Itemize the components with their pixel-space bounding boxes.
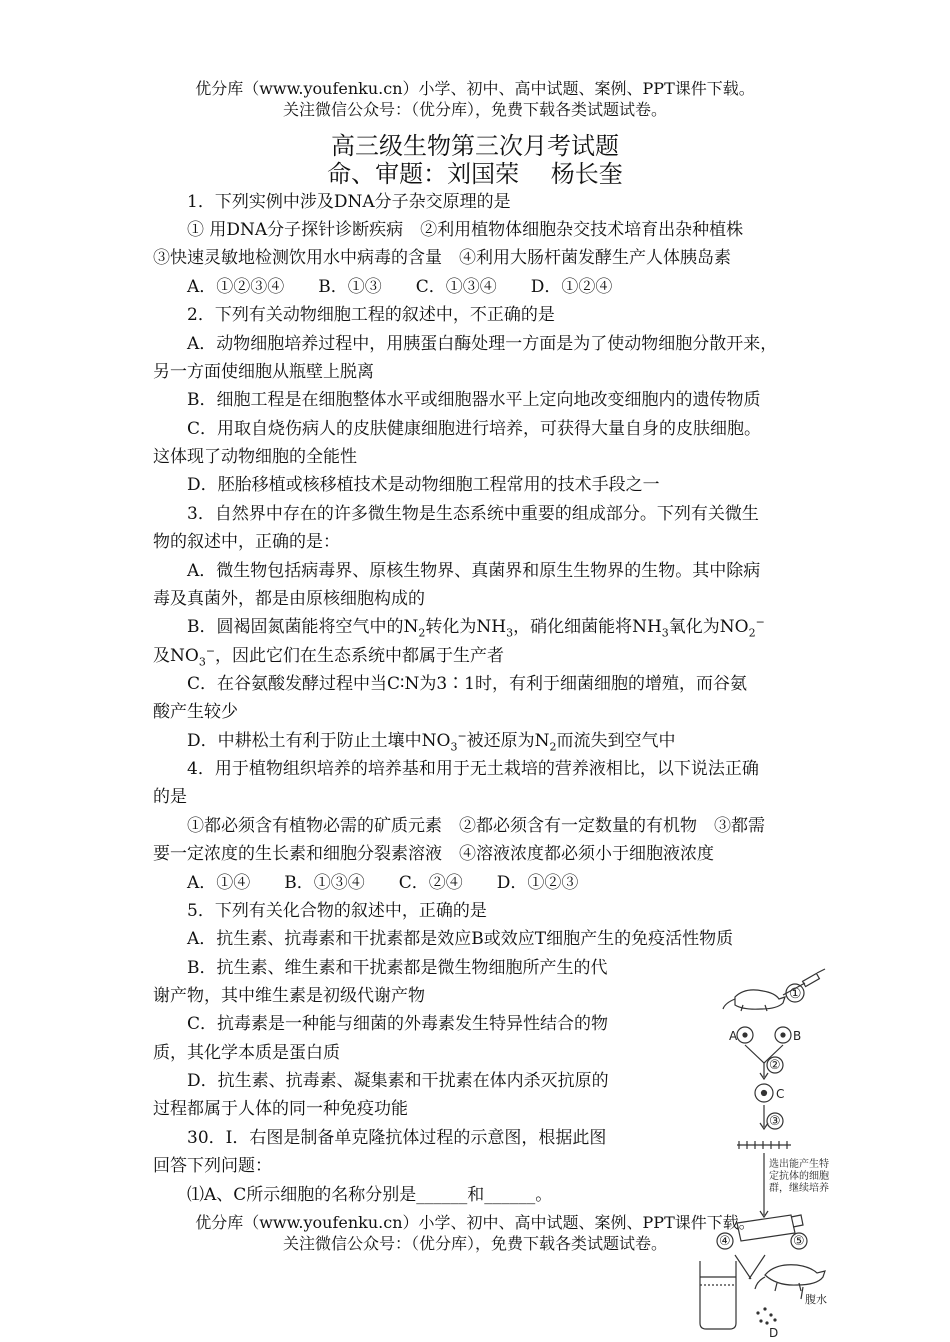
figure-step-4: ④ — [719, 1234, 731, 1249]
q30-sub-question-1: ⑴A、C所示细胞的名称分别是______和______。 — [187, 1185, 553, 1205]
q3-option-d: D．中耕松土有利于防止土壤中$NO_3^-$被还原为$N_2$而流失到空气中 — [187, 729, 676, 754]
figure-label-b: B — [793, 1029, 802, 1043]
q5-option-b-line-2: 谢产物，其中维生素是初级代谢产物 — [153, 986, 425, 1006]
q3-stem-line-1: 3．自然界中存在的许多微生物是生态系统中重要的组成部分。下列有关微生 — [187, 504, 759, 524]
figure-step-2: ② — [769, 1058, 781, 1073]
q3-option-b-line-2: 及$NO_3^-$，因此它们在生态系统中都属于生产者 — [153, 644, 505, 669]
q1-options: A．①②③④ B．①③ C．①③④ D．①②④ — [187, 277, 613, 297]
figure-ascites-label: 腹水 — [805, 1293, 827, 1306]
site-banner-line-1: 优分库（www.youfenku.cn）小学、初中、高中试题、案例、PPT课件下载。 — [195, 79, 755, 98]
exam-authors: 命、审题：刘国荣 杨长奎 — [327, 160, 623, 188]
q3-stem-line-2: 物的叙述中，正确的是： — [153, 532, 340, 552]
q4-stem-line-1: 4．用于植物组织培养的培养基和用于无土栽培的营养液相比，以下说法正确 — [187, 759, 759, 779]
q3-option-a-line-1: A．微生物包括病毒界、原核生物界、真菌界和原生生物界的生物。其中除病 — [187, 561, 761, 581]
q5-option-a: A．抗生素、抗毒素和干扰素都是效应B或效应T细胞产生的免疫活性物质 — [187, 929, 734, 949]
mouse-injection-icon — [723, 969, 825, 1011]
beaker-icon — [700, 1261, 736, 1329]
monoclonal-antibody-diagram — [695, 965, 945, 1342]
q2-option-a-line-1: A．动物细胞培养过程中，用胰蛋白酶处理一方面是为了使动物细胞分散开来， — [187, 334, 778, 354]
q30-stem-line-2: 回答下列问题： — [153, 1156, 272, 1176]
q2-option-c-line-1: C．用取自烧伤病人的皮肤健康细胞进行培养，可获得大量自身的皮肤细胞。 — [187, 419, 762, 439]
q30-stem-line-1: 30．I．右图是制备单克隆抗体过程的示意图，根据此图 — [187, 1128, 607, 1148]
q3-option-c-line-2: 酸产生较少 — [153, 702, 238, 722]
q1-items-line-1: ① 用DNA分子探针诊断疾病 ②利用植物体细胞杂交技术培育出杂种植株 — [187, 220, 744, 240]
site-banner-line-2: 关注微信公众号：（优分库），免费下载各类试题试卷。 — [282, 100, 667, 119]
q4-options: A．①④ B．①③④ C．②④ D．①②③ — [187, 873, 579, 893]
q5-option-c-line-1: C．抗毒素是一种能与细菌的外毒素发生特异性结合的物 — [187, 1014, 609, 1034]
mouse-ascites-icon — [755, 1265, 825, 1291]
site-banner-bottom-line-1: 优分库（www.youfenku.cn）小学、初中、高中试题、案例、PPT课件下载。 — [195, 1213, 755, 1232]
q5-option-d-line-2: 过程都属于人体的同一种免疫功能 — [153, 1099, 408, 1119]
q3-option-b-line-1: B．圆褐固氮菌能将空气中的$N_2$转化为$NH_3$，硝化细菌能将$NH_3$氧化为$NO_2^-$ — [187, 615, 765, 640]
q4-stem-line-2: 的是 — [153, 787, 187, 807]
figure-label-d: D — [769, 1326, 779, 1340]
q4-items-line-1: ①都必须含有植物必需的矿质元素 ②都必须含有一定数量的有机物 ③都需 — [187, 816, 765, 836]
figure-label-c: C — [776, 1087, 785, 1101]
q3-option-a-line-2: 毒及真菌外，都是由原核细胞构成的 — [153, 589, 425, 609]
figure-note-line-1: 选出能产生特 — [769, 1159, 829, 1170]
exam-title: 高三级生物第三次月考试题 — [331, 132, 619, 160]
figure-note-line-3: 群，继续培养 — [769, 1183, 829, 1194]
q2-option-c-line-2: 这体现了动物细胞的全能性 — [153, 447, 357, 467]
figure-label-a: A — [729, 1029, 738, 1043]
q5-option-b-line-1: B．抗生素、维生素和干扰素都是微生物细胞所产生的代 — [187, 958, 608, 978]
figure-step-1: ① — [789, 986, 802, 1002]
site-banner-bottom-line-2: 关注微信公众号：（优分库），免费下载各类试题试卷。 — [282, 1234, 667, 1253]
q2-option-b: B．细胞工程是在细胞整体水平或细胞器水平上定向地改变细胞内的遗传物质 — [187, 390, 761, 410]
q2-stem: 2．下列有关动物细胞工程的叙述中，不正确的是 — [187, 305, 555, 325]
q5-option-c-line-2: 质，其化学本质是蛋白质 — [153, 1043, 340, 1063]
q5-stem: 5．下列有关化合物的叙述中，正确的是 — [187, 901, 487, 921]
q5-option-d-line-1: D．抗生素、抗毒素、凝集素和干扰素在体内杀灭抗原的 — [187, 1071, 609, 1091]
figure-step-5: ⑤ — [793, 1234, 805, 1249]
q2-option-a-line-2: 另一方面使细胞从瓶壁上脱离 — [153, 362, 374, 382]
q2-option-d: D．胚胎移植或核移植技术是动物细胞工程常用的技术手段之一 — [187, 475, 660, 495]
q1-items-line-2: ③快速灵敏地检测饮用水中病毒的含量 ④利用大肠杆菌发酵生产人体胰岛素 — [153, 248, 731, 268]
q1-stem: 1．下列实例中涉及DNA分子杂交原理的是 — [187, 192, 511, 212]
figure-note-line-2: 定抗体的细胞 — [769, 1171, 829, 1182]
q3-option-c-line-1: C．在谷氨酸发酵过程中当C∶N为3∶1时，有利于细菌细胞的增殖，而谷氨 — [187, 674, 747, 694]
figure-step-3: ③ — [769, 1114, 781, 1129]
q4-items-line-2: 要一定浓度的生长素和细胞分裂素溶液 ④溶液浓度都必须小于细胞液浓度 — [153, 844, 714, 864]
